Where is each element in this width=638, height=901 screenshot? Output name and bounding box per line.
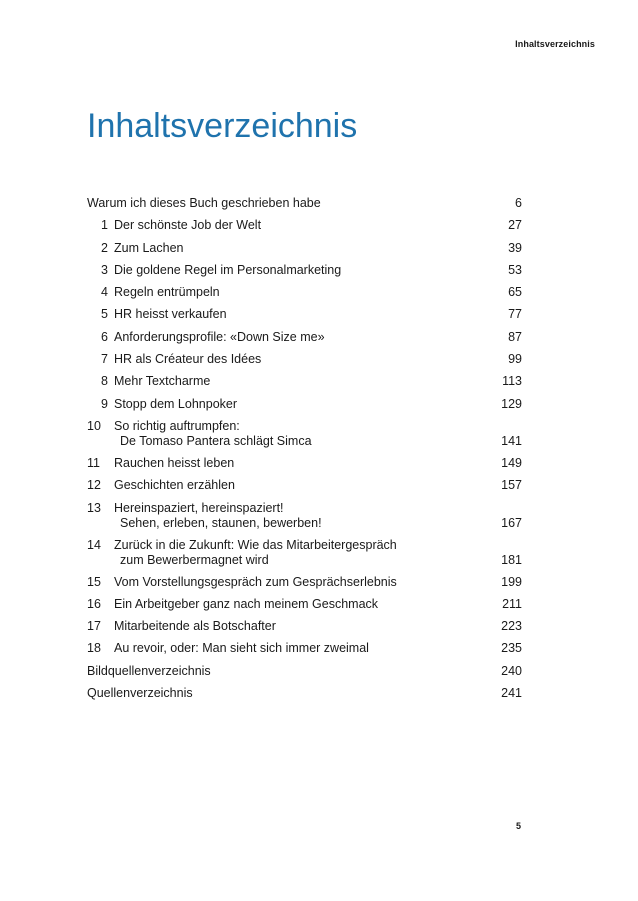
toc-entry-number: 2 <box>101 240 108 255</box>
toc-entry-number: 6 <box>101 329 108 344</box>
toc-entry-title-line: So richtig auftrumpfen: <box>114 418 240 433</box>
toc-entry <box>87 478 522 493</box>
toc-entry-title-line: Anforderungsprofile: «Down Size me» <box>114 329 325 344</box>
toc-entry <box>87 263 522 278</box>
toc-entry-number: 9 <box>101 396 108 411</box>
toc-entry-title <box>114 456 482 471</box>
toc-entry-page: 199 <box>501 574 522 589</box>
toc-entry-number: 18 <box>87 641 101 656</box>
toc-entry-page: 27 <box>508 218 522 233</box>
toc-entry-title <box>114 330 482 345</box>
toc-entry-title <box>114 397 482 412</box>
toc-entry <box>87 196 522 211</box>
toc-entry-page: 113 <box>502 374 522 389</box>
toc-entry-number: 8 <box>101 374 108 389</box>
toc-entry <box>87 307 522 322</box>
page-number: 5 <box>515 821 521 831</box>
toc-entry-title-line: Bildquellenverzeichnis <box>87 663 211 678</box>
toc-entry-page: 181 <box>501 552 522 567</box>
toc-entry-title-continuation: Sehen, erleben, staunen, bewerben! <box>120 515 322 530</box>
toc-entry-page: 223 <box>501 619 522 634</box>
toc-entry-title <box>87 664 482 679</box>
toc-entry-number: 15 <box>87 574 101 589</box>
toc-entry-title <box>87 196 482 211</box>
toc-entry <box>87 419 522 449</box>
toc-entry-title <box>114 419 482 449</box>
toc-entry-page: 211 <box>502 596 522 611</box>
toc-entry-title <box>114 218 482 233</box>
toc-entry <box>87 352 522 367</box>
toc-entry-title <box>114 285 482 300</box>
toc-entry-title-line: Au revoir, oder: Man sieht sich immer zweimal <box>114 641 369 656</box>
toc-entry <box>87 374 522 389</box>
toc-entry <box>87 619 522 634</box>
toc-entry-title <box>114 374 482 389</box>
toc-entry <box>87 285 522 300</box>
table-of-contents <box>87 196 522 708</box>
toc-entry-number: 16 <box>87 596 101 611</box>
toc-entry-title <box>114 575 482 590</box>
toc-entry <box>87 641 522 656</box>
toc-entry-page: 157 <box>501 478 522 493</box>
toc-entry-number: 1 <box>101 218 108 233</box>
toc-entry-number: 11 <box>87 455 100 470</box>
toc-entry-number: 3 <box>101 262 108 277</box>
toc-entry-title-line: Warum ich dieses Buch geschrieben habe <box>87 196 321 210</box>
toc-entry <box>87 686 522 701</box>
toc-entry-number: 12 <box>87 478 101 493</box>
toc-entry <box>87 597 522 612</box>
toc-entry-number: 14 <box>87 537 101 552</box>
toc-entry-title <box>114 619 482 634</box>
toc-entry-title-line: Mitarbeitende als Botschafter <box>114 619 276 634</box>
toc-entry-number: 7 <box>101 352 108 367</box>
toc-entry-page: 240 <box>501 663 522 678</box>
toc-entry-title <box>87 686 482 701</box>
toc-entry-title-line: Stopp dem Lohnpoker <box>114 396 238 411</box>
toc-entry-title <box>114 478 482 493</box>
toc-entry <box>87 664 522 679</box>
toc-entry-title-line: Ein Arbeitgeber ganz nach meinem Geschmack <box>114 596 379 611</box>
toc-entry-title-line: Rauchen heisst leben <box>114 455 235 470</box>
toc-entry <box>87 397 522 412</box>
toc-entry-page: 167 <box>501 515 522 530</box>
toc-entry-number: 4 <box>101 285 108 300</box>
toc-entry-title <box>114 241 482 256</box>
toc-entry-title <box>114 597 482 612</box>
toc-entry-number: 10 <box>87 418 101 433</box>
running-header: Inhaltsverzeichnis <box>515 39 595 49</box>
toc-entry <box>87 330 522 345</box>
toc-entry-title-line: Die goldene Regel im Personalmarketing <box>114 262 342 277</box>
toc-entry-title <box>114 263 482 278</box>
toc-entry <box>87 575 522 590</box>
toc-entry-title-continuation: zum Bewerbermagnet wird <box>120 552 269 567</box>
toc-entry-page: 149 <box>501 455 522 470</box>
toc-entry-title <box>114 538 482 568</box>
toc-entry-title-line: Hereinspaziert, hereinspaziert! <box>114 500 284 515</box>
toc-entry-page: 99 <box>508 352 522 367</box>
toc-entry <box>87 241 522 256</box>
toc-entry-title-line: Der schönste Job der Welt <box>114 218 262 233</box>
toc-entry-title-line: Regeln entrümpeln <box>114 285 220 300</box>
toc-entry-title-continuation: De Tomaso Pantera schlägt Simca <box>120 433 312 448</box>
toc-entry-title-line: Mehr Textcharme <box>114 374 211 389</box>
toc-entry <box>87 218 522 233</box>
toc-entry-page: 65 <box>508 285 522 300</box>
toc-entry-page: 39 <box>508 240 522 255</box>
toc-entry <box>87 456 522 471</box>
toc-entry-title-line: HR als Créateur des Idées <box>114 352 262 367</box>
page-title: Inhaltsverzeichnis <box>87 107 358 145</box>
toc-entry <box>87 501 522 531</box>
toc-entry-number: 5 <box>101 307 108 322</box>
toc-entry-title <box>114 352 482 367</box>
toc-entry-title-line: Geschichten erzählen <box>114 478 235 493</box>
toc-entry-page: 77 <box>508 307 522 322</box>
toc-entry-page: 241 <box>501 686 522 701</box>
toc-entry-title-line: Quellenverzeichnis <box>87 686 193 701</box>
toc-entry-title <box>114 501 482 531</box>
toc-entry-title-line: Zum Lachen <box>114 240 184 255</box>
toc-entry-page: 53 <box>508 262 522 277</box>
toc-entry-title-line: Vom Vorstellungsgespräch zum Gesprächserlebnis <box>114 574 397 589</box>
toc-entry-number: 17 <box>87 619 101 634</box>
toc-entry-page: 141 <box>501 433 522 448</box>
toc-entry-title <box>114 641 482 656</box>
toc-entry-title <box>114 307 482 322</box>
toc-entry <box>87 538 522 568</box>
toc-entry-page: 6 <box>515 196 522 210</box>
toc-entry-page: 87 <box>508 329 522 344</box>
toc-entry-title-line: Zurück in die Zukunft: Wie das Mitarbeitergespräch <box>114 537 397 552</box>
toc-entry-number: 13 <box>87 500 101 515</box>
toc-entry-page: 235 <box>501 641 522 656</box>
toc-entry-title-line: HR heisst verkaufen <box>114 307 227 322</box>
toc-entry-page: 129 <box>501 396 522 411</box>
